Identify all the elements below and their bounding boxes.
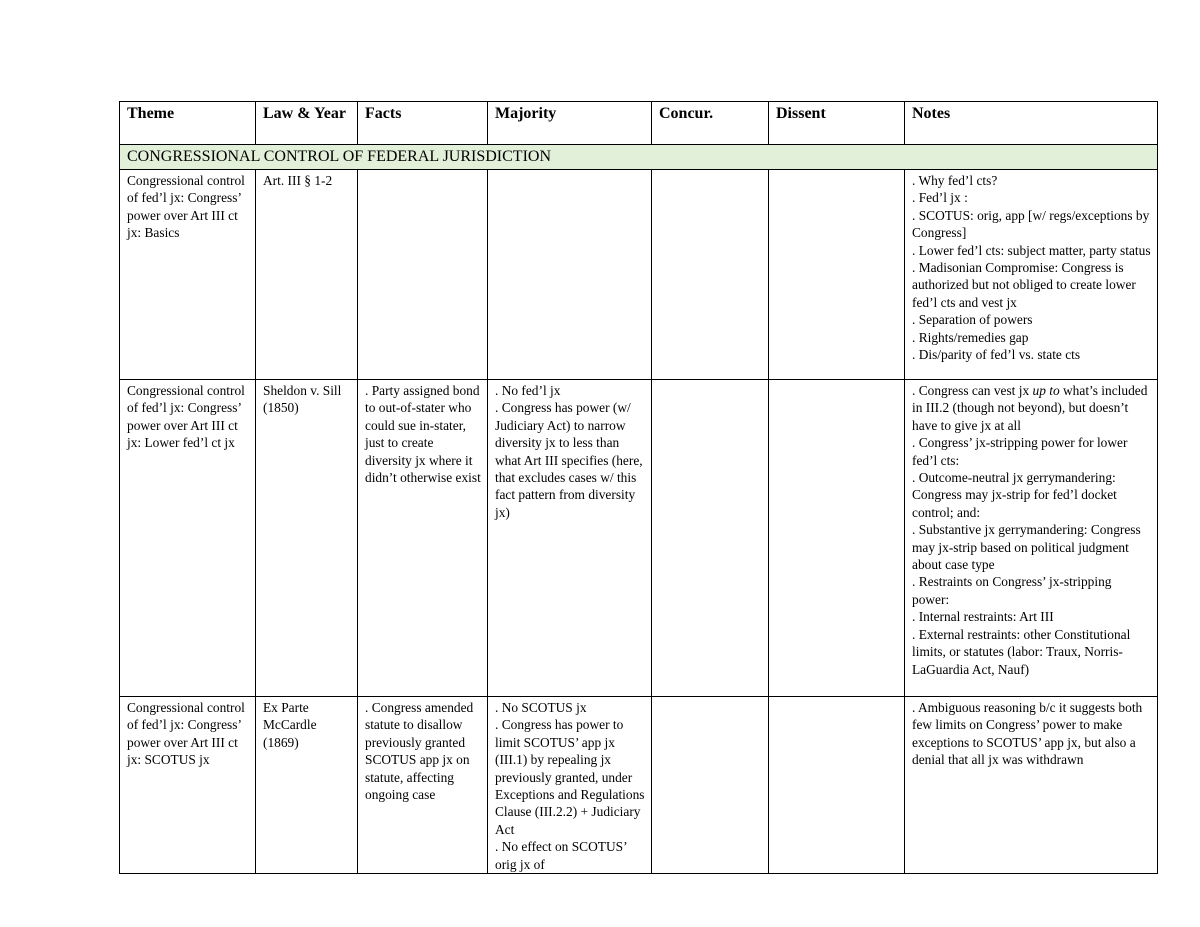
cell-majority xyxy=(488,170,652,380)
cell-concur xyxy=(652,697,769,874)
cell-theme xyxy=(120,697,256,874)
header-facts: Facts xyxy=(358,102,488,145)
cell-concur xyxy=(652,380,769,697)
note-intro-before: . Congress can vest jx xyxy=(912,383,1033,398)
cell-text: Art. III § 1-2 xyxy=(263,173,333,188)
cell-facts xyxy=(358,380,488,697)
cell-notes xyxy=(905,697,1158,874)
section-row xyxy=(120,145,1158,170)
note-line: . Congress’ jx-stripping power for lower fed’l cts: xyxy=(912,435,1128,468)
header-row xyxy=(120,102,1158,145)
note-line: . Internal restraints: Art III xyxy=(912,609,1054,625)
note-line: . Fed’l jx : xyxy=(912,190,968,206)
header-dissent: Dissent xyxy=(769,102,905,145)
section-title: CONGRESSIONAL CONTROL OF FEDERAL JURISDICTION xyxy=(120,145,1158,170)
cell-facts xyxy=(358,697,488,874)
cell-majority xyxy=(488,380,652,697)
note-line: . External restraints: other Constitutional limits, or statutes (labor: Traux, Norris-LaGuardia Act, Nauf) xyxy=(912,626,1131,677)
note-line: . Lower fed’l cts: subject matter, party status xyxy=(912,242,1151,258)
cell-text: . No fed’l jx xyxy=(495,383,561,398)
note-line-intro xyxy=(912,382,1151,434)
note-line: . Ambiguous reasoning b/c it suggests both few limits on Congress’ power to make exceptions to SCOTUS’ app jx, but also a denial that all jx was withdrawn xyxy=(912,700,1143,768)
cell-text: Congressional control of fed’l jx: Congress’ power over Art III ct jx: Lower fed’l ct jx xyxy=(127,383,245,451)
header-law-year: Law & Year xyxy=(256,102,358,145)
cell-law xyxy=(256,697,358,874)
header-theme: Theme xyxy=(120,102,256,145)
note-line: . Separation of powers xyxy=(912,312,1033,328)
cell-text: . Congress amended statute to disallow previously granted SCOTUS app jx on statute, affecting ongoing case xyxy=(365,700,474,803)
cell-text: . Congress has power to limit SCOTUS’ app jx (III.1) by repealing jx previously granted, under Exceptions and Regulations Clause (III.2.2) + Judiciary Act xyxy=(495,717,645,837)
note-line: . Madisonian Compromise: Congress is authorized but not obliged to create lower fed’l cts and vest jx xyxy=(912,260,1136,310)
note-line: . Restraints on Congress’ jx-stripping power: xyxy=(912,574,1112,607)
cell-text: . No SCOTUS jx xyxy=(495,700,587,715)
cell-notes xyxy=(905,380,1158,697)
note-line: . Outcome-neutral jx gerrymandering: Congress may jx-strip for fed’l docket control; and: xyxy=(912,470,1117,520)
header-concur: Concur. xyxy=(652,102,769,145)
cell-text: Sheldon v. Sill (1850) xyxy=(263,383,342,416)
note-intro-emphasis: up to xyxy=(1032,383,1060,398)
cell-dissent xyxy=(769,380,905,697)
cell-notes xyxy=(905,170,1158,380)
cell-text: . No effect on SCOTUS’ orig jx of xyxy=(495,839,627,872)
cell-text: Ex Parte McCardle (1869) xyxy=(263,700,317,750)
header-majority: Majority xyxy=(488,102,652,145)
note-line: . SCOTUS: orig, app [w/ regs/exceptions by Congress] xyxy=(912,207,1150,241)
note-line: . Why fed’l cts? xyxy=(912,173,998,188)
cell-text: . Congress has power (w/ Judiciary Act) to narrow diversity jx to less than what Art III specifies (here, that excludes cases w/ this fact pattern from diversity jx) xyxy=(495,400,643,520)
cell-theme xyxy=(120,380,256,697)
cell-dissent xyxy=(769,697,905,874)
table-row xyxy=(120,380,1158,697)
cell-text: . Party assigned bond to out-of-stater who could sue in-stater, just to create diversity jx where it didn’t otherwise exist xyxy=(365,383,481,486)
table-row xyxy=(120,697,1158,874)
table-row xyxy=(120,170,1158,380)
note-line: . Rights/remedies gap xyxy=(912,329,1029,345)
case-brief-table xyxy=(119,101,1158,874)
cell-text: Congressional control of fed’l jx: Congress’ power over Art III ct jx: Basics xyxy=(127,173,245,241)
cell-dissent xyxy=(769,170,905,380)
cell-majority xyxy=(488,697,652,874)
cell-text: Congressional control of fed’l jx: Congress’ power over Art III ct jx: SCOTUS jx xyxy=(127,700,245,768)
cell-law xyxy=(256,170,358,380)
note-line: . Substantive jx gerrymandering: Congress may jx-strip based on political judgment about case type xyxy=(912,522,1141,573)
cell-concur xyxy=(652,170,769,380)
header-notes: Notes xyxy=(905,102,1158,145)
note-intro-after: what’s included in III.2 (though not beyond), but doesn’t have to give jx at all xyxy=(912,383,1148,433)
cell-law xyxy=(256,380,358,697)
note-line: . Dis/parity of fed’l vs. state cts xyxy=(912,347,1081,363)
cell-theme xyxy=(120,170,256,380)
cell-facts xyxy=(358,170,488,380)
